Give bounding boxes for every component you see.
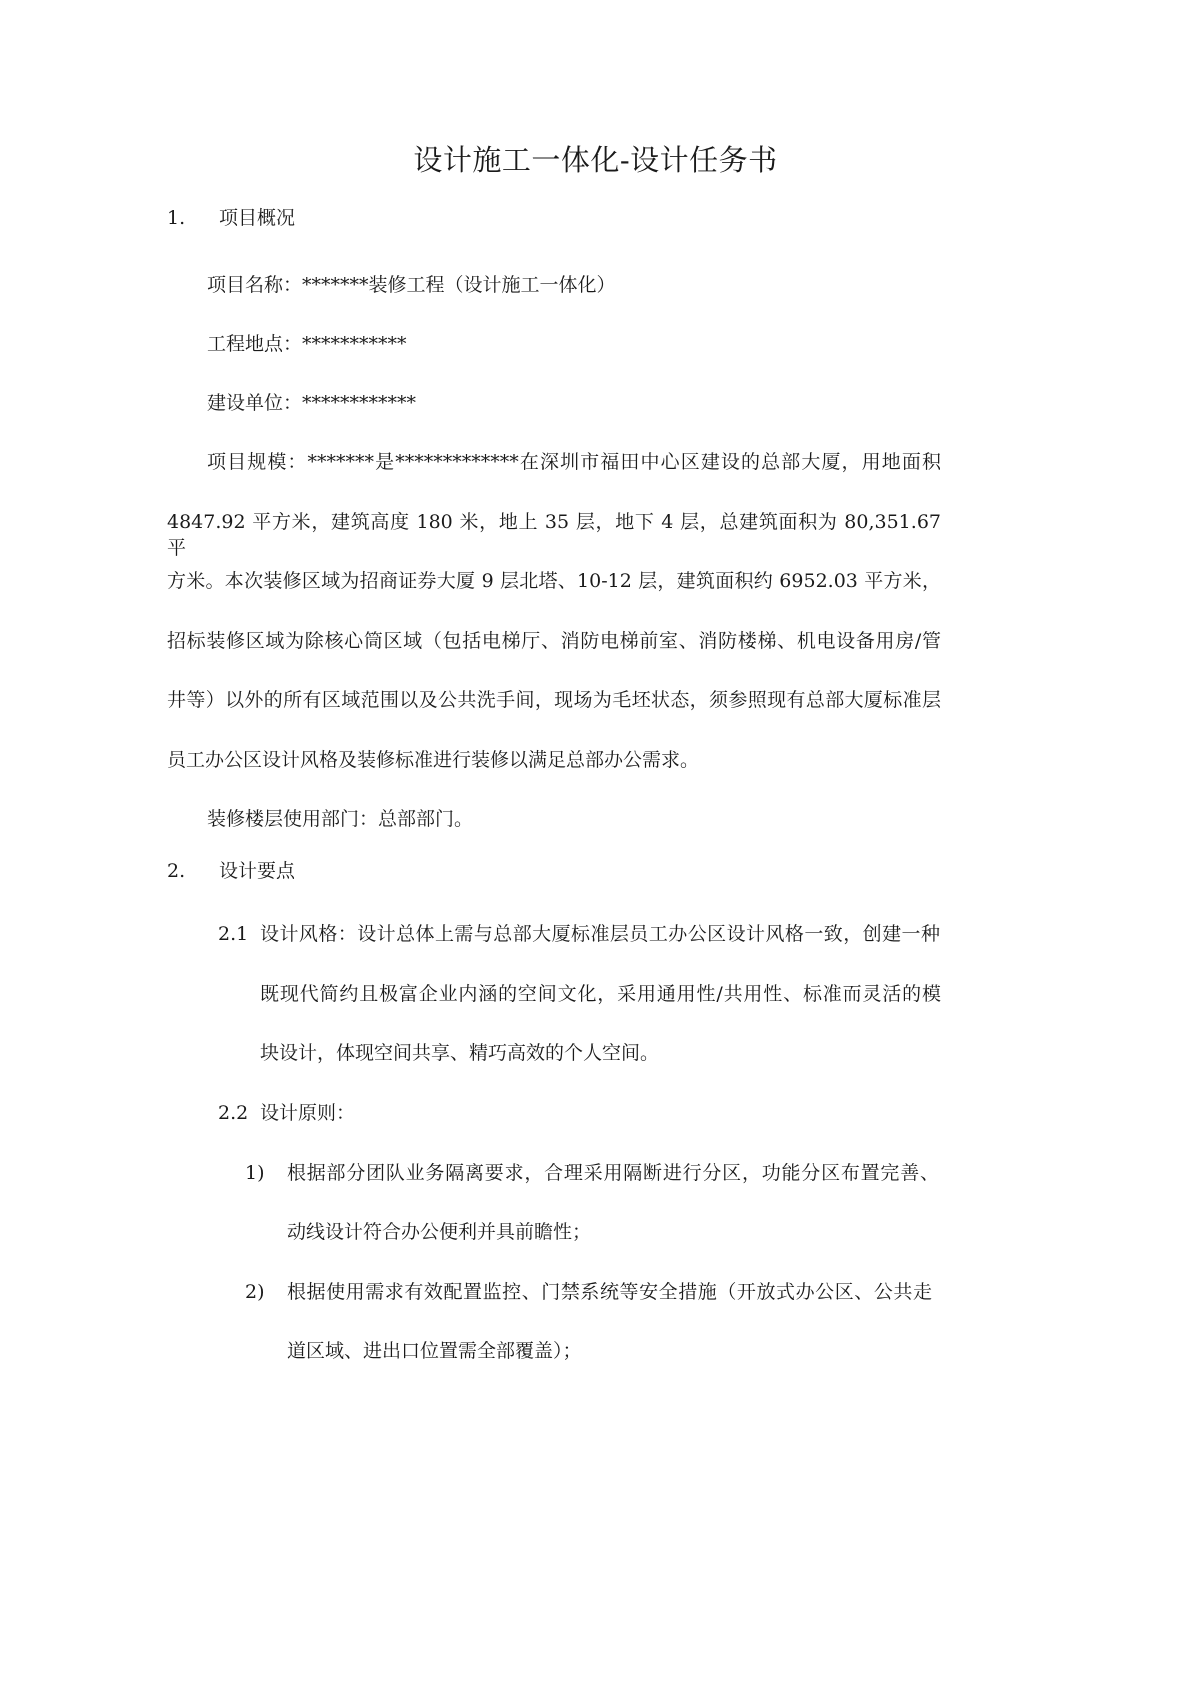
paragraph-line: 4847.92 平方米，建筑高度 180 米，地上 35 层，地下 4 层，总建筑面积为 80,351.67 平: [167, 511, 941, 559]
list-marker: 2): [245, 1281, 265, 1303]
subsection-heading: [218, 1100, 355, 1126]
paragraph-line: 块设计，体现空间共享、精巧高效的个人空间。: [260, 1042, 660, 1064]
subsection-number: 2.2: [218, 1102, 249, 1124]
subsection-number: 2.1: [218, 923, 249, 945]
paragraph-line: 既现代简约且极富企业内涵的空间文化，采用通用性/共用性、标准而灵活的模: [260, 983, 941, 1005]
subsection-title: 设计原则：: [260, 1102, 356, 1124]
project-name: 项目名称：*******装修工程（设计施工一体化）: [207, 274, 616, 296]
section-title: 项目概况: [219, 207, 296, 229]
project-location: 工程地点：***********: [207, 333, 407, 355]
user-department: 装修楼层使用部门：总部部门。: [207, 808, 474, 830]
section-number: 1.: [167, 207, 186, 229]
list-item-line: 道区域、进出口位置需全部覆盖）；: [287, 1340, 582, 1362]
paragraph-line: 员工办公区设计风格及装修标准进行装修以满足总部办公需求。: [167, 749, 700, 771]
list-item-line: 动线设计符合办公便利并具前瞻性；: [287, 1221, 592, 1243]
project-owner: 建设单位：************: [207, 392, 417, 414]
section-title: 设计要点: [219, 860, 296, 882]
paragraph-line: 井等）以外的所有区域范围以及公共洗手间，现场为毛坯状态，须参照现有总部大厦标准层: [167, 689, 941, 711]
document-title: 设计施工一体化-设计任务书: [413, 143, 778, 177]
paragraph-line: 方米。本次装修区域为招商证券大厦 9 层北塔、10-12 层，建筑面积约 6952.03 平方米，: [167, 570, 941, 592]
paragraph-line: 设计风格：设计总体上需与总部大厦标准层员工办公区设计风格一致，创建一种: [260, 923, 940, 945]
paragraph-line: 招标装修区域为除核心筒区域（包括电梯厅、消防电梯前室、消防楼梯、机电设备用房/管: [167, 630, 941, 652]
list-item-line: 根据部分团队业务隔离要求，合理采用隔断进行分区，功能分区布置完善、: [287, 1162, 939, 1184]
list-item-line: 根据使用需求有效配置监控、门禁系统等安全措施（开放式办公区、公共走: [287, 1281, 932, 1303]
subsection-line: [218, 921, 941, 947]
section-number: 2.: [167, 860, 186, 882]
paragraph-line: 项目规模：*******是*************在深圳市福田中心区建设的总部大厦，用地面积: [207, 451, 941, 473]
section-heading: [167, 205, 295, 231]
list-marker: 1): [245, 1162, 265, 1184]
section-heading: [167, 858, 295, 884]
